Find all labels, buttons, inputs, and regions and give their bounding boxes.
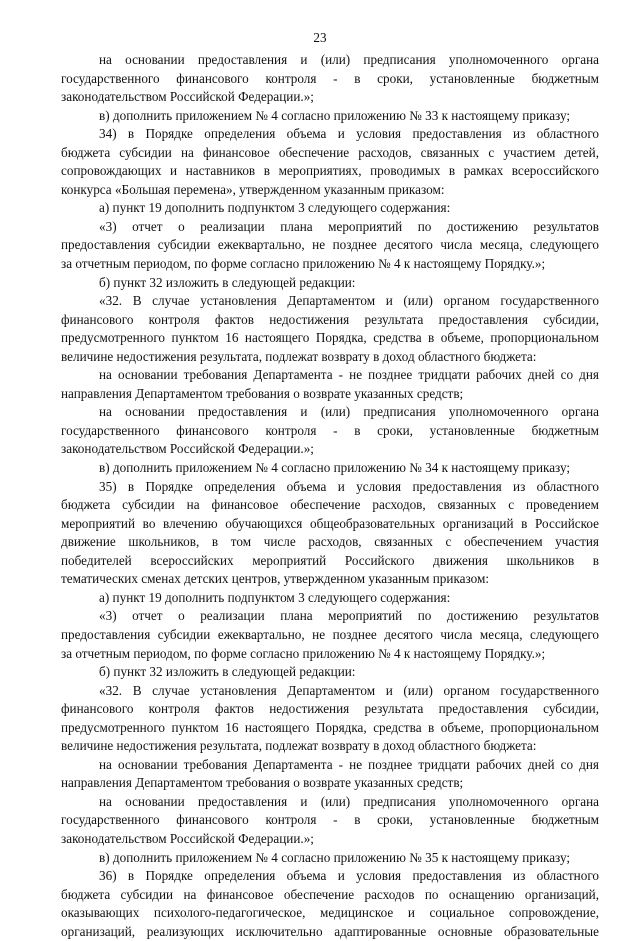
- text-line: государственного финансового контроля - в сроки, установленные бюджетным: [61, 812, 599, 828]
- text-line: в) дополнить приложением № 4 согласно приложению № 34 к настоящему приказу;: [99, 460, 571, 476]
- text-line: «32. В случае установления Департаментом и (или) органом государственного: [99, 293, 599, 309]
- text-line: оказывающих психолого-педагогическое, медицинское и социальное сопровождение,: [61, 905, 599, 921]
- text-line: законодательством Российской Федерации.»;: [61, 89, 314, 105]
- text-line: 34) в Порядке определения объема и условия предоставления из областного: [99, 126, 599, 142]
- text-line: на основании требования Департамента - не позднее тридцати рабочих дней со дня: [99, 367, 599, 383]
- text-line: движение школьников, в том числе расходов, связанных с обеспечением участия: [61, 534, 599, 550]
- text-line: 35) в Порядке определения объема и условия предоставления из областного: [99, 478, 599, 494]
- text-line: бюджета субсидии на финансовое обеспечение расходов, связанных с участием детей,: [61, 144, 599, 160]
- text-line: величине недостижения результата, подлежат возврату в доход областного бюджета:: [61, 738, 537, 754]
- text-line: на основании требования Департамента - не позднее тридцати рабочих дней со дня: [99, 756, 599, 772]
- text-line: финансового контроля фактов недостижения результата предоставления субсидии,: [61, 701, 599, 717]
- text-line: направления Департаментом требования о возврате указанных средств;: [61, 385, 464, 401]
- text-line: сопровождающих и наставников в мероприятиях, проводимых в рамках всероссийского: [61, 163, 599, 179]
- text-line: государственного финансового контроля - в сроки, установленные бюджетным: [61, 422, 599, 438]
- text-line: за отчетным периодом, по форме согласно приложению № 4 к настоящему Порядку.»;: [61, 645, 546, 661]
- text-line: за отчетным периодом, по форме согласно приложению № 4 к настоящему Порядку.»;: [61, 256, 546, 272]
- text-line: мероприятий во влечению обучающихся общеобразовательных организаций в Российское: [61, 515, 599, 531]
- text-line: 36) в Порядке определения объема и условия предоставления из областного: [99, 868, 599, 884]
- text-line: победителей всероссийских мероприятий Российского движения школьников в: [61, 552, 599, 568]
- text-line: финансового контроля фактов недостижения результата предоставления субсидии,: [61, 311, 599, 327]
- text-line: «3) отчет о реализации плана мероприятий по достижению результатов: [99, 218, 599, 234]
- text-line: тематических сменах детских центров, утвержденном указанным приказом:: [61, 571, 489, 587]
- text-line: «32. В случае установления Департаментом и (или) органом государственного: [99, 682, 599, 698]
- text-line: а) пункт 19 дополнить подпунктом 3 следующего содержания:: [99, 200, 451, 216]
- text-line: б) пункт 32 изложить в следующей редакции:: [99, 664, 356, 680]
- text-line: предусмотренного пунктом 16 настоящего Порядка, средства в объеме, пропорциональном: [61, 719, 599, 735]
- text-line: б) пункт 32 изложить в следующей редакции:: [99, 274, 356, 290]
- text-line: государственного финансового контроля - в сроки, установленные бюджетным: [61, 70, 599, 86]
- text-line: бюджета субсидии на финансовое обеспечение расходов, связанных с проведением: [61, 497, 599, 513]
- text-line: «3) отчет о реализации плана мероприятий по достижению результатов: [99, 608, 599, 624]
- text-line: законодательством Российской Федерации.»;: [61, 441, 314, 457]
- text-line: а) пункт 19 дополнить подпунктом 3 следующего содержания:: [99, 589, 451, 605]
- text-line: в) дополнить приложением № 4 согласно приложению № 33 к настоящему приказу;: [99, 107, 571, 123]
- text-line: законодательством Российской Федерации.»;: [61, 830, 314, 846]
- text-line: в) дополнить приложением № 4 согласно приложению № 35 к настоящему приказу;: [99, 849, 571, 865]
- text-line: на основании предоставления и (или) предписания уполномоченного органа: [99, 793, 599, 809]
- text-line: предоставления субсидии ежеквартально, не позднее десятого числа месяца, следующего: [61, 626, 599, 642]
- text-line: на основании предоставления и (или) предписания уполномоченного органа: [99, 52, 599, 67]
- text-line: организаций, реализующих исключительно адаптированные основные образовательные: [61, 923, 599, 939]
- text-line: величине недостижения результата, подлежат возврату в доход областного бюджета:: [61, 348, 537, 364]
- text-line: направления Департаментом требования о возврате указанных средств;: [61, 775, 464, 791]
- page-number: 23: [313, 30, 327, 45]
- text-line: конкурса «Большая перемена», утвержденном указанным приказом:: [61, 181, 445, 197]
- text-line: бюджета субсидии на финансовое обеспечение расходов по оснащению организаций,: [61, 886, 599, 902]
- text-line: предусмотренного пунктом 16 настоящего Порядка, средства в объеме, пропорциональном: [61, 330, 599, 346]
- text-line: предоставления субсидии ежеквартально, не позднее десятого числа месяца, следующего: [61, 237, 599, 253]
- document-body: [61, 51, 599, 941]
- text-line: на основании предоставления и (или) предписания уполномоченного органа: [99, 404, 599, 420]
